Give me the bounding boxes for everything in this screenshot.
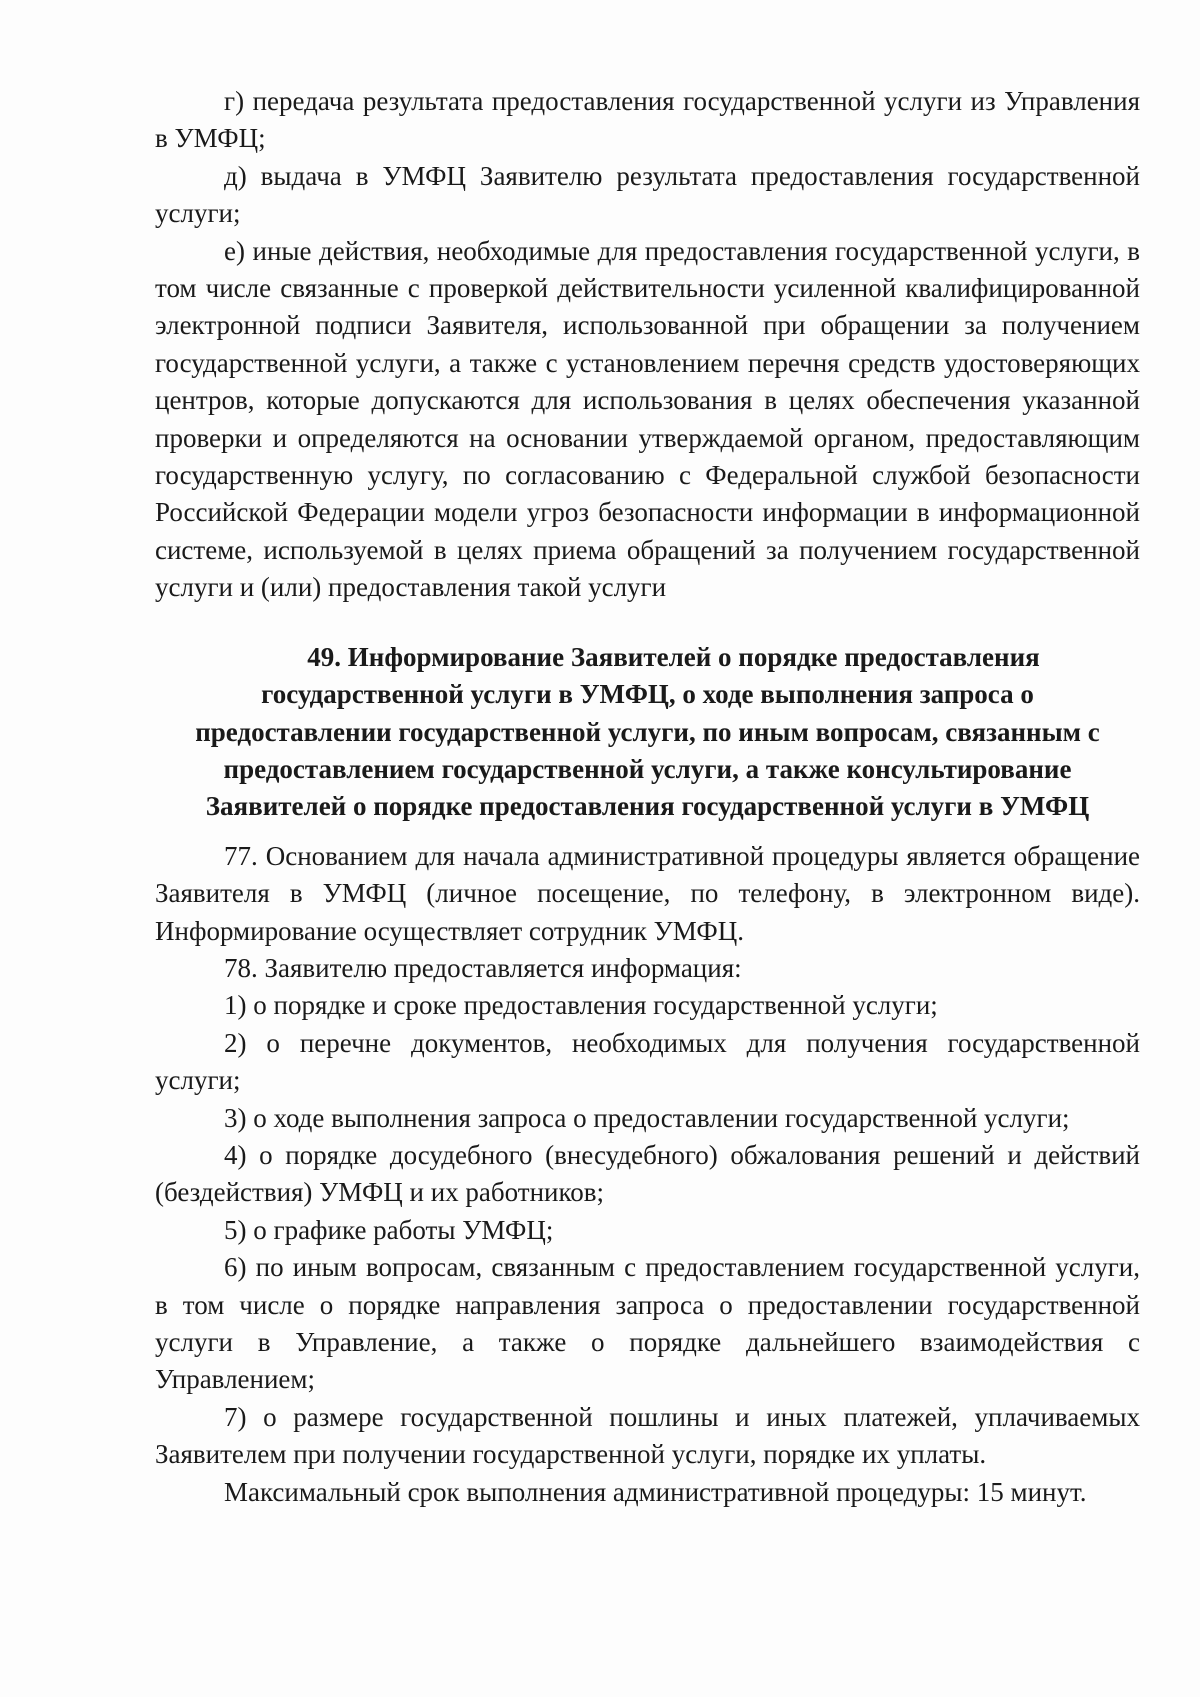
info-item-4: 4) о порядке досудебного (внесудебного) обжалования решений и действий (бездействия) УМФЦ и их работников; bbox=[155, 1139, 1140, 1208]
info-item-3: 3) о ходе выполнения запроса о предоставлении государственной услуги; bbox=[224, 1102, 1070, 1133]
info-item-1: 1) о порядке и сроке предоставления государственной услуги; bbox=[224, 990, 938, 1021]
section-heading bbox=[155, 639, 1140, 826]
info-item-6: 6) по иным вопросам, связанным с предоставлением государственной услуги, в том числе о порядке направления запроса о предоставлении государственной услуги в Управление, а также о порядке дальнейшего взаимодействия с Управлением; bbox=[155, 1252, 1140, 1395]
section-heading-line: Заявителей о порядке предоставления государственной услуги в УМФЦ bbox=[205, 791, 1090, 822]
section-heading-line: предоставлением государственной услуги, а также консультирование bbox=[223, 753, 1072, 784]
paragraph-77: 77. Основанием для начала административной процедуры является обращение Заявителя в УМФЦ (личное посещение, по телефону, в электронном виде). Информирование осуществляет сотрудник УМФЦ. bbox=[155, 840, 1140, 946]
paragraph-78: 78. Заявителю предоставляется информация: bbox=[224, 952, 742, 983]
info-item-5: 5) о графике работы УМФЦ; bbox=[224, 1214, 554, 1245]
section-heading-line: государственной услуги в УМФЦ, о ходе выполнения запроса о bbox=[261, 679, 1034, 710]
list-item-d: д) выдача в УМФЦ Заявителю результата предоставления государственной услуги; bbox=[155, 160, 1140, 229]
section-heading-line: предоставлении государственной услуги, по иным вопросам, связанным с bbox=[195, 716, 1100, 747]
info-item-2: 2) о перечне документов, необходимых для получения государственной услуги; bbox=[155, 1027, 1140, 1096]
section-heading-line: 49. Информирование Заявителей о порядке предоставления bbox=[307, 641, 1040, 672]
document-body bbox=[155, 83, 1140, 1511]
list-item-e: е) иные действия, необходимые для предоставления государственной услуги, в том числе связанные с проверкой действительности усиленной квалифицированной электронной подписи Заявителя, использованной при обращении за получением государственной услуги, а также с установлением перечня средств удостоверяющих центров, которые допускаются для использования в целях обеспечения указанной проверки и определяются на основании утверждаемой органом, предоставляющим государственную услугу, по согласованию с Федеральной службой безопасности Российской Федерации модели угроз безопасности информации в информационной системе, используемой в целях приема обращений за получением государственной услуги и (или) предоставления такой услуги bbox=[155, 235, 1140, 603]
info-item-7: 7) о размере государственной пошлины и иных платежей, уплачиваемых Заявителем при получении государственной услуги, порядке их уплаты. bbox=[155, 1401, 1140, 1470]
max-time-paragraph: Максимальный срок выполнения административной процедуры: 15 минут. bbox=[224, 1476, 1087, 1507]
list-item-g: г) передача результата предоставления государственной услуги из Управления в УМФЦ; bbox=[155, 86, 1140, 154]
